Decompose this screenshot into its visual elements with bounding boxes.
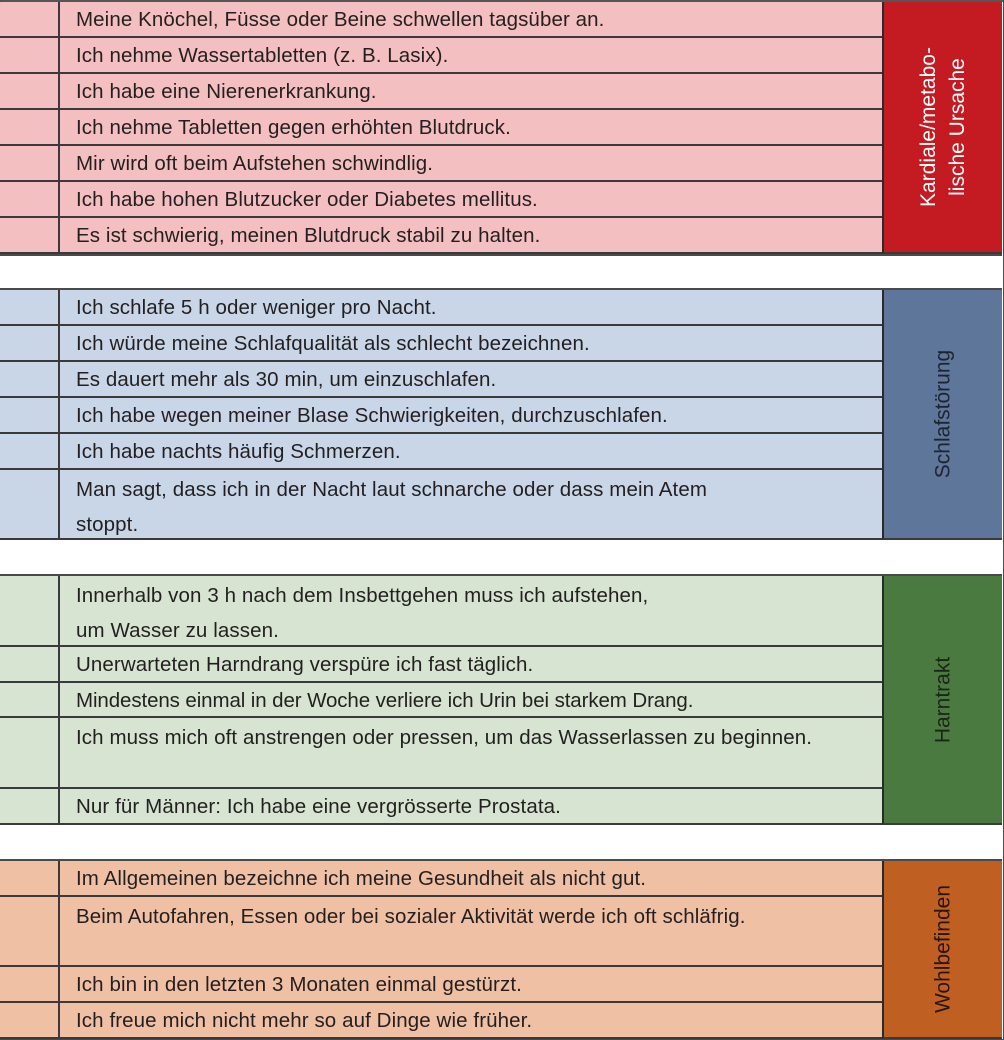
answer-checkbox-cell[interactable] xyxy=(0,290,60,324)
section-spacer xyxy=(0,825,1002,861)
table-row xyxy=(0,146,882,182)
question-text: Es dauert mehr als 30 min, um einzuschlafen. xyxy=(76,368,497,391)
question-text: Es ist schwierig, meinen Blutdruck stabil zu halten. xyxy=(76,224,541,247)
answer-checkbox-cell[interactable] xyxy=(0,434,60,468)
question-text: Man sagt, dass ich in der Nacht laut schnarche oder dass mein Atem stoppt. xyxy=(76,478,708,536)
answer-checkbox-cell[interactable] xyxy=(0,1003,60,1037)
answer-checkbox-cell[interactable] xyxy=(0,362,60,396)
table-row xyxy=(0,967,882,1003)
table-row xyxy=(0,2,882,38)
question-text: Ich habe hohen Blutzucker oder Diabetes mellitus. xyxy=(76,188,538,211)
question-text: Unerwarteten Harndrang verspüre ich fast täglich. xyxy=(76,653,534,676)
question-text: Ich nehme Wassertabletten (z. B. Lasix). xyxy=(76,44,449,67)
table-row xyxy=(0,861,882,897)
answer-checkbox-cell[interactable] xyxy=(0,470,60,538)
table-row xyxy=(0,470,882,540)
answer-checkbox-cell[interactable] xyxy=(0,647,60,681)
question-text: Beim Autofahren, Essen oder bei sozialer Aktivität werde ich oft schläfrig. xyxy=(76,905,746,928)
answer-checkbox-cell[interactable] xyxy=(0,789,60,823)
question-text: Ich habe wegen meiner Blase Schwierigkeiten, durchzuschlafen. xyxy=(76,404,668,427)
question-text: Ich freue mich nicht mehr so auf Dinge wie früher. xyxy=(76,1009,533,1032)
category-label-sleep xyxy=(882,290,1002,540)
table-row xyxy=(0,398,882,434)
category-label-text: Schlafstörung xyxy=(931,349,955,479)
question-text: Ich nehme Tabletten gegen erhöhten Blutdruck. xyxy=(76,116,511,139)
answer-checkbox-cell[interactable] xyxy=(0,576,60,645)
category-label-line: lische Ursache xyxy=(946,58,969,196)
question-text: Meine Knöchel, Füsse oder Beine schwellen tagsüber an. xyxy=(76,8,605,31)
table-row xyxy=(0,647,882,683)
question-text: Ich muss mich oft anstrengen oder pressen, um das Wasserlassen zu beginnen. xyxy=(76,726,813,749)
table-row xyxy=(0,1003,882,1039)
answer-checkbox-cell[interactable] xyxy=(0,398,60,432)
table-row xyxy=(0,683,882,718)
category-label-wellbeing xyxy=(882,861,1002,1039)
question-text: Innerhalb von 3 h nach dem Insbettgehen muss ich aufstehen, um Wasser zu lassen. xyxy=(76,584,649,642)
answer-checkbox-cell[interactable] xyxy=(0,74,60,108)
answer-checkbox-cell[interactable] xyxy=(0,897,60,965)
question-text: Nur für Männer: Ich habe eine vergrösserte Prostata. xyxy=(76,795,561,818)
table-row xyxy=(0,362,882,398)
table-row xyxy=(0,434,882,470)
table-row xyxy=(0,576,882,647)
table-row xyxy=(0,718,882,789)
category-label-line: Kardiale/metabo- xyxy=(917,47,940,207)
table-row xyxy=(0,182,882,218)
question-text: Im Allgemeinen bezeichne ich meine Gesundheit als nicht gut. xyxy=(76,867,647,890)
category-label-text xyxy=(914,47,972,207)
section-spacer xyxy=(0,254,1002,290)
question-text: Ich habe nachts häufig Schmerzen. xyxy=(76,440,401,463)
answer-checkbox-cell[interactable] xyxy=(0,146,60,180)
category-label-urinary xyxy=(882,576,1002,825)
question-text: Ich würde meine Schlafqualität als schlecht bezeichnen. xyxy=(76,332,590,355)
answer-checkbox-cell[interactable] xyxy=(0,218,60,252)
table-row xyxy=(0,897,882,967)
answer-checkbox-cell[interactable] xyxy=(0,861,60,895)
answer-checkbox-cell[interactable] xyxy=(0,967,60,1001)
category-label-cardio xyxy=(882,2,1002,254)
table-row xyxy=(0,218,882,254)
question-text: Mir wird oft beim Aufstehen schwindlig. xyxy=(76,152,434,175)
table-row xyxy=(0,74,882,110)
table-row xyxy=(0,110,882,146)
answer-checkbox-cell[interactable] xyxy=(0,38,60,72)
answer-checkbox-cell[interactable] xyxy=(0,326,60,360)
question-text: Ich habe eine Nierenerkrankung. xyxy=(76,80,377,103)
table-row xyxy=(0,38,882,74)
question-text: Ich schlafe 5 h oder weniger pro Nacht. xyxy=(76,296,437,319)
category-label-text: Harntrakt xyxy=(931,656,955,743)
category-label-text: Wohlbefinden xyxy=(931,884,955,1014)
answer-checkbox-cell[interactable] xyxy=(0,718,60,787)
table-row xyxy=(0,789,882,825)
table-row xyxy=(0,326,882,362)
question-text: Ich bin in den letzten 3 Monaten einmal gestürzt. xyxy=(76,973,522,996)
question-text: Mindestens einmal in der Woche verliere ich Urin bei starkem Drang. xyxy=(76,689,694,712)
answer-checkbox-cell[interactable] xyxy=(0,683,60,716)
answer-checkbox-cell[interactable] xyxy=(0,2,60,36)
table-row xyxy=(0,290,882,326)
section-spacer xyxy=(0,540,1002,576)
answer-checkbox-cell[interactable] xyxy=(0,110,60,144)
answer-checkbox-cell[interactable] xyxy=(0,182,60,216)
